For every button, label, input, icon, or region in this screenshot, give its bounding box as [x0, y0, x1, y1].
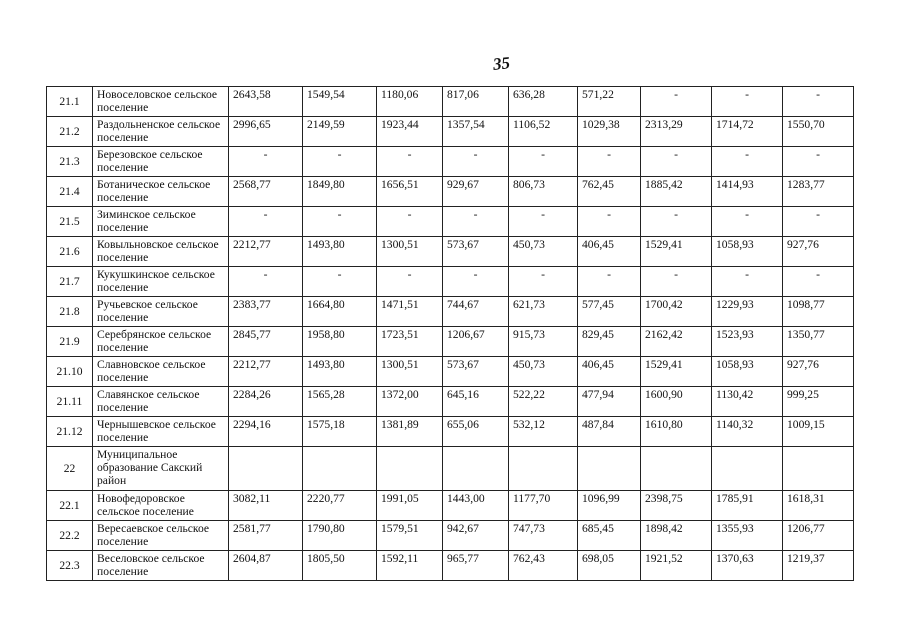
row-value: 1443,00: [443, 491, 509, 521]
row-code: 21.11: [47, 387, 93, 417]
row-value: 1991,05: [377, 491, 443, 521]
row-value: -: [303, 147, 377, 177]
table-row: [47, 117, 854, 147]
row-value: 1493,80: [303, 357, 377, 387]
row-value: 1549,54: [303, 87, 377, 117]
row-value: -: [641, 207, 712, 237]
table-row: [47, 447, 854, 491]
row-value: 1714,72: [712, 117, 783, 147]
row-value: 1370,63: [712, 551, 783, 581]
row-value: 2568,77: [229, 177, 303, 207]
row-value: 1350,77: [783, 327, 854, 357]
table-row: [47, 87, 854, 117]
row-value: -: [783, 87, 854, 117]
table-row: [47, 417, 854, 447]
row-value: 1180,06: [377, 87, 443, 117]
row-value: -: [509, 147, 578, 177]
row-code: 21.3: [47, 147, 93, 177]
row-value: 645,16: [443, 387, 509, 417]
table-row: [47, 297, 854, 327]
row-value: 1921,52: [641, 551, 712, 581]
row-value: 1723,51: [377, 327, 443, 357]
row-value: 621,73: [509, 297, 578, 327]
row-name: Ботаническое сельское поселение: [93, 177, 229, 207]
row-value: 1849,80: [303, 177, 377, 207]
row-value: 1206,67: [443, 327, 509, 357]
table-row: [47, 177, 854, 207]
row-value: 2313,29: [641, 117, 712, 147]
row-value: 1098,77: [783, 297, 854, 327]
row-value: [712, 447, 783, 491]
row-value: 806,73: [509, 177, 578, 207]
row-value: 915,73: [509, 327, 578, 357]
row-value: 965,77: [443, 551, 509, 581]
row-value: 1300,51: [377, 237, 443, 267]
row-name: Славновское сельское поселение: [93, 357, 229, 387]
row-value: 1790,80: [303, 521, 377, 551]
row-value: 942,67: [443, 521, 509, 551]
row-value: -: [303, 207, 377, 237]
row-name: Чернышевское сельское поселение: [93, 417, 229, 447]
row-value: 1664,80: [303, 297, 377, 327]
row-value: 450,73: [509, 237, 578, 267]
row-value: -: [578, 207, 641, 237]
row-value: 477,94: [578, 387, 641, 417]
row-value: 2643,58: [229, 87, 303, 117]
row-value: -: [641, 267, 712, 297]
row-value: 1618,31: [783, 491, 854, 521]
row-value: 1656,51: [377, 177, 443, 207]
row-value: -: [578, 267, 641, 297]
row-value: -: [509, 207, 578, 237]
page-number: 35: [492, 53, 511, 74]
row-name: Ковыльновское сельское поселение: [93, 237, 229, 267]
table-row: [47, 267, 854, 297]
row-value: -: [641, 87, 712, 117]
row-code: 22.3: [47, 551, 93, 581]
row-value: 1414,93: [712, 177, 783, 207]
row-value: -: [229, 207, 303, 237]
row-value: 571,22: [578, 87, 641, 117]
row-code: 21.9: [47, 327, 93, 357]
row-value: 2212,77: [229, 357, 303, 387]
row-value: 1529,41: [641, 237, 712, 267]
row-value: 1805,50: [303, 551, 377, 581]
row-code: 21.1: [47, 87, 93, 117]
row-value: 532,12: [509, 417, 578, 447]
row-value: -: [229, 147, 303, 177]
row-value: 1958,80: [303, 327, 377, 357]
row-value: 1592,11: [377, 551, 443, 581]
row-name: Славянское сельское поселение: [93, 387, 229, 417]
row-value: -: [712, 87, 783, 117]
row-value: -: [377, 147, 443, 177]
row-name: Березовское сельское поселение: [93, 147, 229, 177]
row-value: [229, 447, 303, 491]
row-value: -: [712, 207, 783, 237]
row-value: 636,28: [509, 87, 578, 117]
row-value: 2294,16: [229, 417, 303, 447]
row-value: 522,22: [509, 387, 578, 417]
row-name: Муниципальное образование Сакский район: [93, 447, 229, 491]
row-value: [783, 447, 854, 491]
row-code: 21.5: [47, 207, 93, 237]
row-value: 406,45: [578, 357, 641, 387]
row-value: 2220,77: [303, 491, 377, 521]
row-value: 573,67: [443, 357, 509, 387]
row-value: [641, 447, 712, 491]
row-value: 2604,87: [229, 551, 303, 581]
row-name: Новофедоровское сельское поселение: [93, 491, 229, 521]
row-value: -: [712, 267, 783, 297]
row-name: Кукушкинское сельское поселение: [93, 267, 229, 297]
row-value: -: [229, 267, 303, 297]
row-value: 1565,28: [303, 387, 377, 417]
row-value: 1058,93: [712, 357, 783, 387]
row-value: -: [578, 147, 641, 177]
row-code: 21.7: [47, 267, 93, 297]
row-value: -: [443, 207, 509, 237]
row-value: 829,45: [578, 327, 641, 357]
row-code: 22.2: [47, 521, 93, 551]
table-row: [47, 521, 854, 551]
row-name: Серебрянское сельское поселение: [93, 327, 229, 357]
table-row: [47, 357, 854, 387]
row-value: -: [377, 207, 443, 237]
row-value: 2162,42: [641, 327, 712, 357]
row-name: Новоселовское сельское поселение: [93, 87, 229, 117]
row-name: Зиминское сельское поселение: [93, 207, 229, 237]
row-value: 487,84: [578, 417, 641, 447]
row-value: 2581,77: [229, 521, 303, 551]
row-value: [578, 447, 641, 491]
row-value: 2149,59: [303, 117, 377, 147]
row-code: 21.10: [47, 357, 93, 387]
row-code: 21.12: [47, 417, 93, 447]
row-value: 685,45: [578, 521, 641, 551]
row-value: 747,73: [509, 521, 578, 551]
row-value: 1885,42: [641, 177, 712, 207]
row-value: [443, 447, 509, 491]
table-row: [47, 551, 854, 581]
row-value: 1575,18: [303, 417, 377, 447]
table-row: [47, 237, 854, 267]
row-value: [377, 447, 443, 491]
table-row: [47, 387, 854, 417]
table-body: [47, 87, 854, 581]
row-value: 1898,42: [641, 521, 712, 551]
row-value: 1579,51: [377, 521, 443, 551]
row-value: 1009,15: [783, 417, 854, 447]
row-value: -: [641, 147, 712, 177]
row-value: -: [509, 267, 578, 297]
row-name: Веселовское сельское поселение: [93, 551, 229, 581]
row-value: 1700,42: [641, 297, 712, 327]
row-value: 577,45: [578, 297, 641, 327]
row-value: 2383,77: [229, 297, 303, 327]
data-table: [46, 86, 854, 581]
row-value: 1357,54: [443, 117, 509, 147]
row-name: Вересаевское сельское поселение: [93, 521, 229, 551]
row-code: 21.8: [47, 297, 93, 327]
row-value: 1523,93: [712, 327, 783, 357]
row-value: 1177,70: [509, 491, 578, 521]
row-value: 1355,93: [712, 521, 783, 551]
row-value: 1140,32: [712, 417, 783, 447]
row-code: 21.6: [47, 237, 93, 267]
row-value: 1029,38: [578, 117, 641, 147]
row-value: -: [712, 147, 783, 177]
row-value: 2845,77: [229, 327, 303, 357]
row-value: 1550,70: [783, 117, 854, 147]
row-code: 21.4: [47, 177, 93, 207]
row-value: 762,43: [509, 551, 578, 581]
row-value: 2996,65: [229, 117, 303, 147]
row-value: 1206,77: [783, 521, 854, 551]
table-row: [47, 207, 854, 237]
row-value: 1923,44: [377, 117, 443, 147]
row-value: 655,06: [443, 417, 509, 447]
row-name: Раздольненское сельское поселение: [93, 117, 229, 147]
table-row: [47, 147, 854, 177]
row-value: 1372,00: [377, 387, 443, 417]
row-value: 1219,37: [783, 551, 854, 581]
table-row: [47, 327, 854, 357]
row-value: 2212,77: [229, 237, 303, 267]
row-value: 1229,93: [712, 297, 783, 327]
row-value: 927,76: [783, 357, 854, 387]
row-value: 698,05: [578, 551, 641, 581]
row-value: -: [377, 267, 443, 297]
row-code: 21.2: [47, 117, 93, 147]
row-value: 744,67: [443, 297, 509, 327]
row-value: 927,76: [783, 237, 854, 267]
row-value: 1106,52: [509, 117, 578, 147]
row-value: 1130,42: [712, 387, 783, 417]
row-code: 22: [47, 447, 93, 491]
row-value: 1529,41: [641, 357, 712, 387]
row-value: 1381,89: [377, 417, 443, 447]
row-value: [509, 447, 578, 491]
row-value: 999,25: [783, 387, 854, 417]
row-value: -: [303, 267, 377, 297]
row-value: -: [443, 267, 509, 297]
row-value: 406,45: [578, 237, 641, 267]
row-value: [303, 447, 377, 491]
row-value: 762,45: [578, 177, 641, 207]
row-value: 929,67: [443, 177, 509, 207]
table-row: [47, 491, 854, 521]
row-value: 1471,51: [377, 297, 443, 327]
row-value: 450,73: [509, 357, 578, 387]
row-name: Ручьевское сельское поселение: [93, 297, 229, 327]
row-value: 1283,77: [783, 177, 854, 207]
row-value: 1300,51: [377, 357, 443, 387]
row-value: 3082,11: [229, 491, 303, 521]
row-value: 1785,91: [712, 491, 783, 521]
row-value: 817,06: [443, 87, 509, 117]
row-value: 1493,80: [303, 237, 377, 267]
row-value: -: [783, 207, 854, 237]
row-value: 2398,75: [641, 491, 712, 521]
row-value: 573,67: [443, 237, 509, 267]
row-value: 1096,99: [578, 491, 641, 521]
row-value: -: [783, 267, 854, 297]
row-value: 1600,90: [641, 387, 712, 417]
row-code: 22.1: [47, 491, 93, 521]
row-value: -: [783, 147, 854, 177]
row-value: 1058,93: [712, 237, 783, 267]
row-value: -: [443, 147, 509, 177]
row-value: 2284,26: [229, 387, 303, 417]
row-value: 1610,80: [641, 417, 712, 447]
